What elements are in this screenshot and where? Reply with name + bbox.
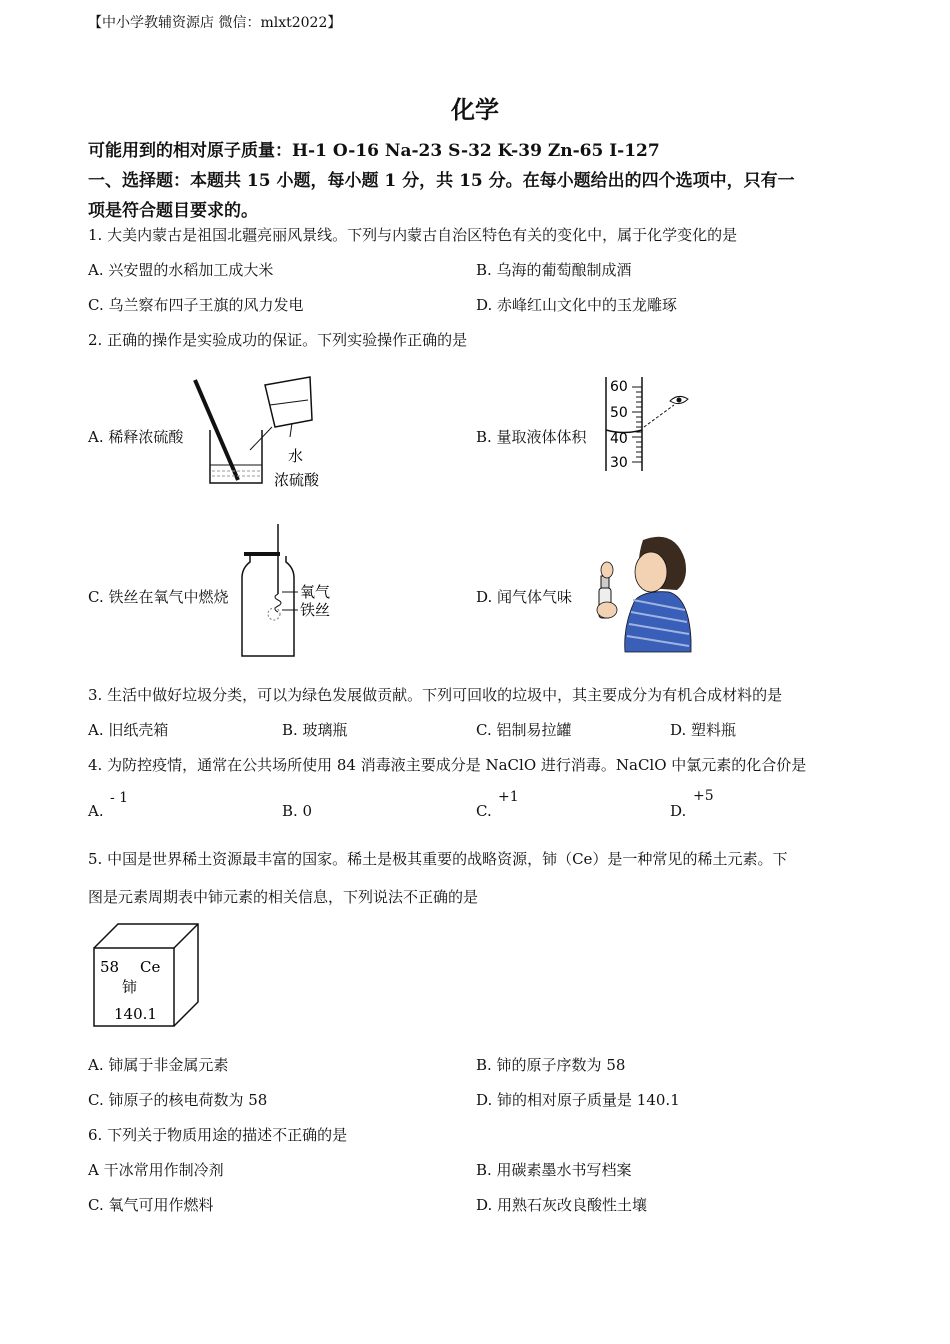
gas-bottle [242, 556, 294, 656]
q4-option-a-value: - 1 [110, 790, 129, 806]
label-line [290, 423, 292, 437]
face [635, 552, 667, 592]
waving-hand [601, 562, 613, 578]
q4-option-d[interactable]: D. [670, 802, 687, 820]
tick-40: 40 [610, 431, 628, 447]
sparks [268, 608, 280, 620]
tick-30: 30 [610, 455, 628, 471]
element-cell-cerium [92, 922, 202, 1027]
q1-option-b[interactable]: B. 乌海的葡萄酿制成酒 [476, 261, 632, 279]
header-note: 【中小学教辅资源店 微信：mlxt2022】 [88, 15, 342, 31]
q4-option-c-value: +1 [498, 789, 519, 805]
q6-option-c[interactable]: C. 氧气可用作燃料 [88, 1196, 214, 1214]
iron-coil [275, 594, 281, 612]
page-title: 化学 [451, 95, 499, 124]
q1-option-a[interactable]: A. 兴安盟的水稻加工成大米 [88, 261, 274, 279]
q5-option-d[interactable]: D. 铈的相对原子质量是 140.1 [476, 1091, 680, 1109]
q2-option-b[interactable]: B. 量取液体体积 [476, 428, 587, 446]
sight-line [644, 405, 674, 427]
tick-60: 60 [610, 379, 628, 395]
q4-stem: 4. 为防控疫情，通常在公共场所使用 84 消毒液主要成分是 NaClO 进行消毒。NaClO 中氯元素的化合价是 [88, 756, 807, 774]
scale-ticks [632, 387, 642, 462]
q1-stem: 1. 大美内蒙古是祖国北疆亮丽风景线。下列与内蒙古自治区特色有关的变化中，属于化学变化的是 [88, 226, 738, 244]
figure-iron-burning [238, 522, 358, 662]
atomic-mass: 140.1 [114, 1005, 157, 1023]
atomic-number: 58 [100, 958, 120, 976]
section1-line2: 项是符合题目要求的。 [88, 201, 258, 221]
q6-option-d[interactable]: D. 用熟石灰改良酸性土壤 [476, 1196, 648, 1214]
atomic-masses: 可能用到的相对原子质量：H-1 O-16 Na-23 S-32 K-39 Zn-65 I-127 [88, 141, 660, 161]
q1-option-c[interactable]: C. 乌兰察布四子王旗的风力发电 [88, 296, 304, 314]
q4-option-b[interactable]: B. 0 [282, 802, 313, 820]
q5-stem-line1: 5. 中国是世界稀土资源最丰富的国家。稀土是极其重要的战略资源，铈（Ce）是一种常见的稀土元素。下 [88, 850, 788, 868]
q4-option-c[interactable]: C. [476, 802, 492, 820]
q5-stem-line2: 图是元素周期表中铈元素的相关信息，下列说法不正确的是 [88, 888, 479, 906]
q2-stem: 2. 正确的操作是实验成功的保证。下列实验操作正确的是 [88, 331, 468, 349]
q6-stem: 6. 下列关于物质用途的描述不正确的是 [88, 1126, 348, 1144]
q4-option-a[interactable]: A. [88, 802, 104, 820]
q1-option-d[interactable]: D. 赤峰红山文化中的玉龙雕琢 [476, 296, 678, 314]
q3-option-b[interactable]: B. 玻璃瓶 [282, 721, 348, 739]
label-acid: 浓硫酸 [274, 471, 320, 489]
q5-option-b[interactable]: B. 铈的原子序数为 58 [476, 1056, 626, 1074]
eye-pupil [677, 398, 682, 403]
q2-option-c[interactable]: C. 铁丝在氧气中燃烧 [88, 588, 229, 606]
label-oxygen: 氧气 [300, 583, 331, 601]
q3-option-d[interactable]: D. 塑料瓶 [670, 721, 737, 739]
tick-50: 50 [610, 405, 628, 421]
q3-option-c[interactable]: C. 铝制易拉罐 [476, 721, 572, 739]
figure-dilute-acid [190, 375, 330, 490]
label-water: 水 [288, 447, 304, 465]
q5-option-a[interactable]: A. 铈属于非金属元素 [88, 1056, 229, 1074]
cell-corner-edge [174, 924, 198, 948]
q5-option-c[interactable]: C. 铈原子的核电荷数为 58 [88, 1091, 268, 1109]
q2-option-a[interactable]: A. 稀释浓硫酸 [88, 428, 184, 446]
q3-option-a[interactable]: A. 旧纸壳箱 [88, 721, 169, 739]
element-symbol: Ce [140, 958, 161, 976]
figure-cylinder [602, 375, 702, 475]
pouring-beaker [265, 377, 312, 427]
section1-line1: 一、选择题：本题共 15 小题，每小题 1 分，共 15 分。在每小题给出的四个选项中，只有一 [88, 171, 795, 191]
element-name: 铈 [122, 978, 138, 996]
holding-hand [597, 602, 617, 618]
glass-plate [244, 552, 280, 556]
q4-option-d-value: +5 [693, 788, 714, 804]
q6-option-b[interactable]: B. 用碳素墨水书写档案 [476, 1161, 632, 1179]
figure-smell-gas [585, 530, 695, 655]
q6-option-a[interactable]: A 干冰常用作制冷剂 [88, 1161, 224, 1179]
q3-stem: 3. 生活中做好垃圾分类，可以为绿色发展做贡献。下列可回收的垃圾中，其主要成分为有机合成材料的是 [88, 686, 783, 704]
pour-stream [250, 427, 272, 450]
q2-option-d[interactable]: D. 闻气体气味 [476, 588, 573, 606]
label-wire: 铁丝 [300, 601, 331, 619]
